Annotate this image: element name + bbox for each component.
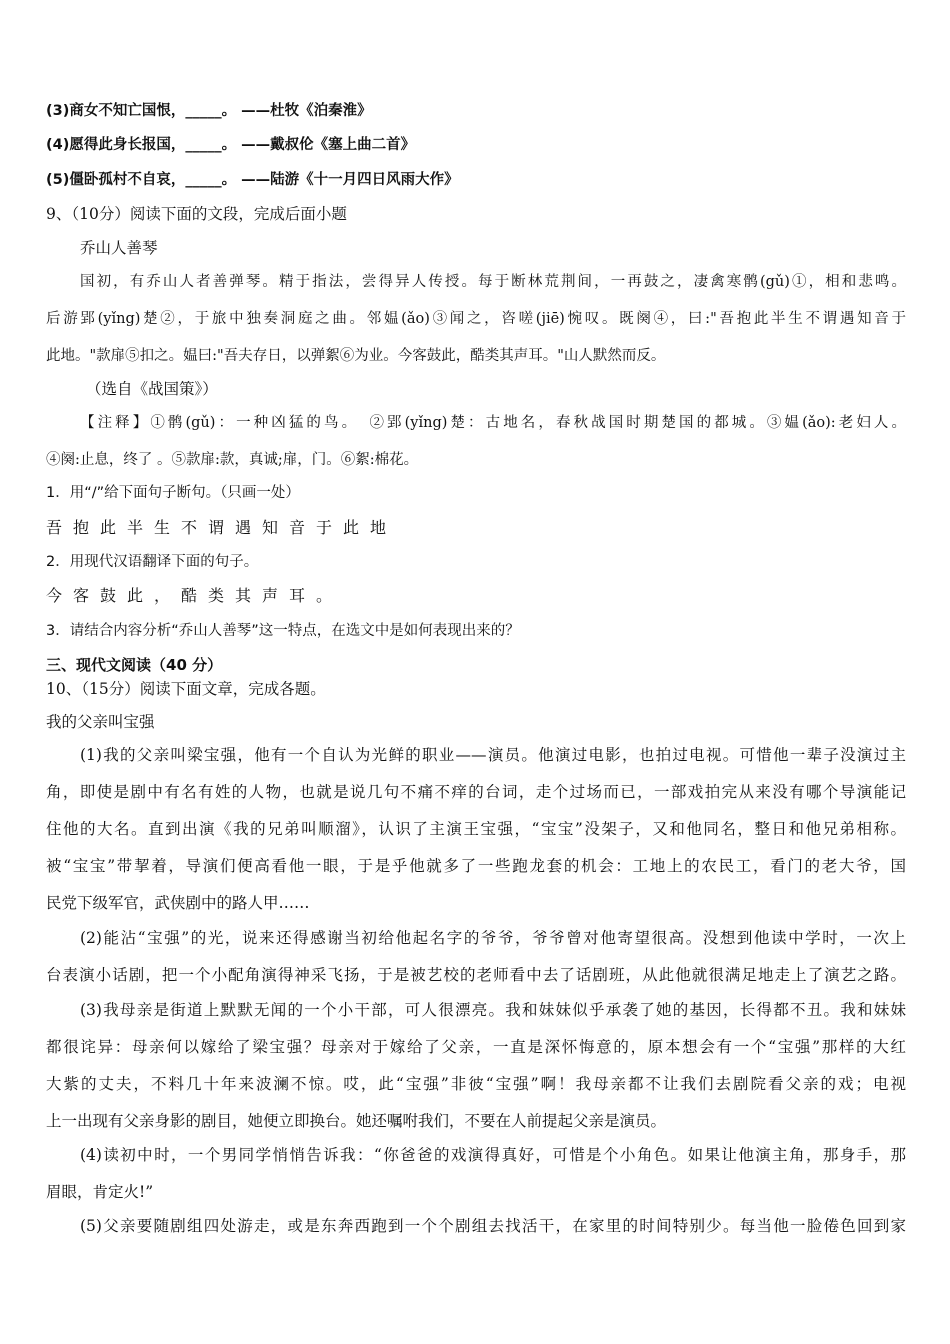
article-line: 角，即使是剧中有名有姓的人物，也就是说几句不痛不痒的台词，走个过场而已，一部戏拍完从来没有哪个导演能记 <box>46 783 906 801</box>
q9-passage-line: 国初，有乔山人者善弹琴。精于指法，尝得异人传授。每于断林荒荆间，一再鼓之，凄禽寒鹘(gǔ)①，相和悲鸣。 <box>80 274 906 290</box>
article-line: 被“宝宝”带挈着，导演们便高看他一眼，于是乎他就多了一些跑龙套的机会：工地上的农民工，看门的老大爷，国 <box>46 857 906 875</box>
article-line: (1)我的父亲叫梁宝强，他有一个自认为光鲜的职业——演员。他演过电影，也拍过电视。可惜他一辈子没演过主 <box>80 746 906 764</box>
article-line: 大紫的丈夫，不料几十年来波澜不惊。哎，此“宝强”非彼“宝强”啊！我母亲都不让我们去剧院看父亲的戏；电视 <box>46 1075 906 1093</box>
q9-source: （选自《战国策》） <box>86 380 218 398</box>
poem-line-5: (5)僵卧孤村不自哀，_____。 ——陆游《十一月四日风雨大作》 <box>46 172 459 188</box>
article-line: 住他的大名。直到出演《我的兄弟叫顺溜》，认识了主演王宝强，“宝宝”没架子，又和他同名，整日和他兄弟相称。 <box>46 820 906 838</box>
q9-sentence-1: 吾抱此半生不谓遇知音于此地 <box>46 518 398 537</box>
article-line: (2)能沾“宝强”的光，说来还得感谢当初给他起名字的爷爷，爷爷曾对他寄望很高。没想到他读中学时，一次上 <box>80 929 906 947</box>
q9-note-line: 【注释】①鹘(gǔ)：一种凶猛的鸟。 ②郢(yǐng)楚：古地名，春秋战国时期楚国的都城。③媪(ǎo):老妇人。 <box>80 415 906 431</box>
section-heading: 三、现代文阅读（40 分） <box>46 656 223 674</box>
q10-header: 10、（15分）阅读下面文章，完成各题。 <box>46 680 326 698</box>
q9-sentence-2: 今客鼓此，酷类其声耳。 <box>46 586 344 605</box>
article-line: 民党下级军官，武侠剧中的路人甲…… <box>46 894 310 912</box>
q9-passage-line: 后游郢(yǐng)楚②，于旅中独奏洞庭之曲。邻媪(ǎo)③闻之，咨嗟(jiē)惋叹。既阕④，曰:"吾抱此半生不谓遇知音于 <box>46 311 906 327</box>
q9-subquestion-1: 1．用“/”给下面句子断句。（只画一处） <box>46 485 300 501</box>
article-line: 眉眼，肯定火!” <box>46 1183 154 1201</box>
article-line: 都很诧异：母亲何以嫁给了梁宝强？母亲对于嫁给了父亲，一直是深怀悔意的，原本想会有一个“宝强”那样的大红 <box>46 1038 906 1056</box>
q9-subquestion-2: 2．用现代汉语翻译下面的句子。 <box>46 554 259 570</box>
article-title: 我的父亲叫宝强 <box>46 713 155 731</box>
article-line: (3)我母亲是街道上默默无闻的一个小干部，可人很漂亮。我和妹妹似乎承袭了她的基因，长得都不丑。我和妹妹 <box>80 1001 906 1019</box>
q9-passage-title: 乔山人善琴 <box>80 239 158 257</box>
article-line: 上一出现有父亲身影的剧目，她便立即换台。她还嘱咐我们，不要在人前提起父亲是演员。 <box>46 1112 667 1130</box>
q9-note-line: ④阕:止息，终了 。⑤款扉:款，真诚;扉，门。⑥絮:棉花。 <box>46 452 419 468</box>
q9-subquestion-3: 3．请结合内容分析“乔山人善琴”这一特点，在选文中是如何表现出来的？ <box>46 623 520 639</box>
article-line: 台表演小话剧，把一个小配角演得神采飞扬，于是被艺校的老师看中去了话剧班，从此他就很满足地走上了演艺之路。 <box>46 966 906 984</box>
article-line: (4)读初中时，一个男同学悄悄告诉我：“你爸爸的戏演得真好，可惜是个小角色。如果让他演主角，那身手，那 <box>80 1146 906 1164</box>
q9-passage-line: 此地。"款扉⑤扣之。媪曰:"吾夫存日，以弹絮⑥为业。今客鼓此，酷类其声耳。"山人默然而反。 <box>46 348 666 364</box>
q9-header: 9、（10分）阅读下面的文段，完成后面小题 <box>46 205 347 223</box>
poem-line-3: (3)商女不知亡国恨，_____。 ——杜牧《泊秦淮》 <box>46 103 372 119</box>
poem-line-4: (4)愿得此身长报国，_____。 ——戴叔伦《塞上曲二首》 <box>46 137 416 153</box>
article-line: (5)父亲要随剧组四处游走，或是东奔西跑到一个个剧组去找活干，在家里的时间特别少。每当他一脸倦色回到家 <box>80 1217 906 1235</box>
